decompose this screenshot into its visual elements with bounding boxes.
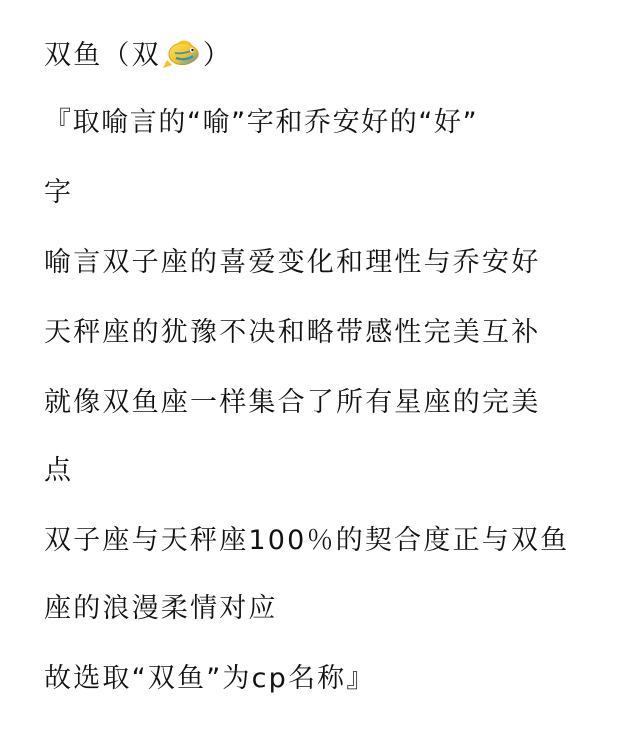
title-text: 双鱼（双 [44,40,161,71]
paragraph-line: 喻言双子座的喜爱变化和理性与乔安好 [44,247,541,278]
paragraph-line: 就像双鱼座一样集合了所有星座的完美 [44,387,541,418]
paragraph-line: 天秤座的犹豫不决和略带感性完美互补 [44,317,541,348]
paragraph-line: 座的浪漫柔情对应 [44,593,278,624]
paragraph-line: 『取喻言的“喻”字和乔安好的“好” [44,107,479,138]
title-closing-paren: ） [202,40,233,71]
tropical-fish-icon [163,38,201,70]
paragraph-line: 字 [44,177,74,208]
paragraph-line: 故选取“双鱼”为cp名称』 [44,663,376,694]
paragraph-line: 点 [44,455,74,486]
title-line [44,38,232,71]
paragraph-line: 双子座与天秤座100％的契合度正与双鱼 [44,525,570,556]
